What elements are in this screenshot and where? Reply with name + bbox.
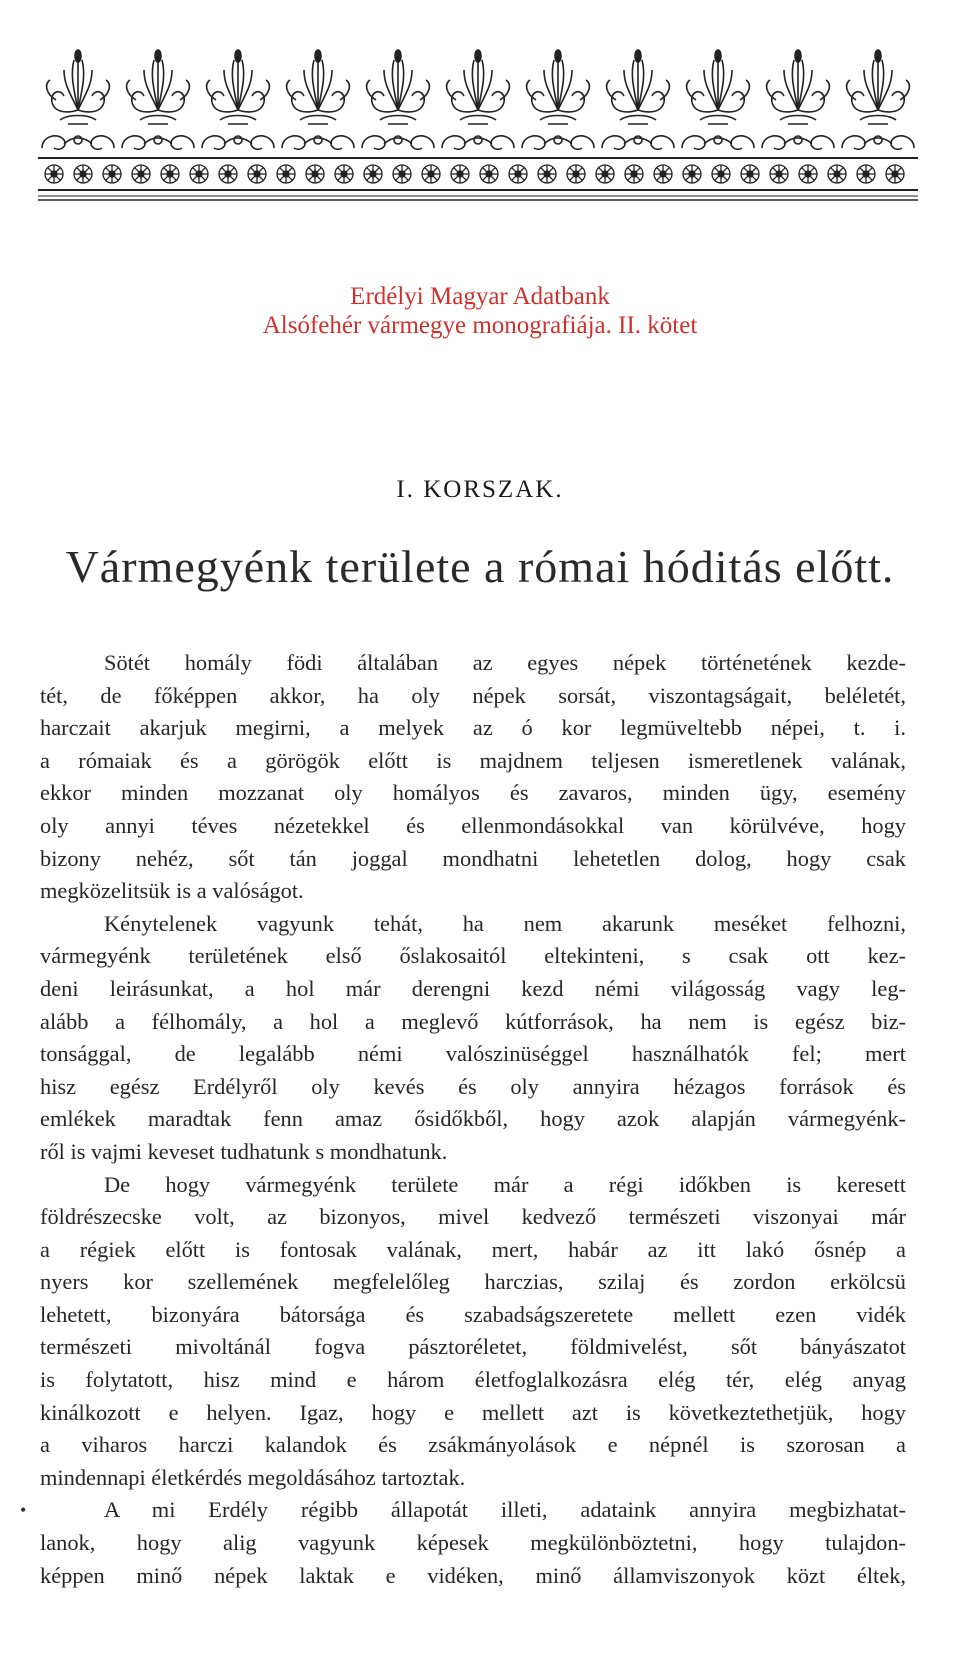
text-line: természeti mivoltánál fogva pásztoréletet, földmivelést, sőt bányászatot — [40, 1334, 906, 1360]
text-line: nyers kor szellemének megfelelőleg harczias, szilaj és zordon erkölcsü — [40, 1269, 906, 1295]
text-line: oly annyi téves nézetekkel és ellenmondásokkal van körülvéve, hogy — [40, 812, 906, 838]
text-line: deni leirásunkat, a hol már derengni kezd némi világosság vagy leg- — [40, 975, 906, 1001]
text-line: tonsággal, de legalább némi valószinüséggel használhatók fel; mert — [40, 1041, 906, 1067]
era-heading: I. KORSZAK. — [396, 476, 564, 503]
text-line: harczait akarjuk megirni, a melyek az ó kor legmüveltebb népei, t. i. — [40, 715, 906, 741]
text-line: ekkor minden mozzanat oly homályos és zavaros, minden ügy, esemény — [40, 780, 906, 806]
text-line: kinálkozott e helyen. Igaz, hogy e mellett azt is következtethetjük, hogy — [40, 1399, 906, 1425]
body-text — [40, 647, 906, 1592]
paragraph — [40, 647, 906, 908]
page-title: Vármegyénk területe a római hóditás előtt. — [65, 541, 895, 592]
text-line: hisz egész Erdélyről oly kevés és oly annyira hézagos források és — [40, 1073, 906, 1099]
text-line: Kénytelenek vagyunk tehát, ha nem akarunk meséket felhozni, — [104, 910, 906, 936]
text-line: De hogy vármegyénk területe már a régi időkben is keresett — [104, 1171, 906, 1197]
paragraph — [40, 1494, 906, 1592]
text-line: alább a félhomály, a hol a meglevő kútforrások, ha nem is egész biz- — [40, 1008, 906, 1034]
text-line: lanok, hogy alig vagyunk képesek megkülönböztetni, hogy tulajdon- — [40, 1530, 906, 1556]
watermark-line-1: Erdélyi Magyar Adatbank — [350, 283, 610, 310]
text-line: tét, de főképpen akkor, ha oly népek sorsát, viszontagságait, beléletét, — [40, 682, 906, 708]
paragraph — [40, 908, 906, 1169]
text-line: a rómaiak és a görögök előtt is majdnem teljesen ismeretlenek valának, — [40, 747, 906, 773]
margin-mark: • — [20, 1500, 27, 1520]
text-line: is folytatott, hisz mind e három életfoglalkozásra elég tér, elég anyag — [40, 1367, 906, 1393]
text-line: emlékek maradtak fenn amaz ősidőkből, hogy azok alapján vármegyénk- — [40, 1106, 906, 1132]
text-line: vármegyénk területének első őslakosaitól eltekinteni, s csak ott kez- — [40, 943, 906, 969]
text-line: ről is vajmi keveset tudhatunk s mondhatunk. — [40, 1138, 448, 1164]
text-line: lehetett, bizonyára bátorsága és szabadságszeretete mellett ezen vidék — [40, 1301, 906, 1327]
decorative-header-border — [38, 40, 918, 220]
text-line: megközelitsük is a valóságot. — [40, 878, 304, 904]
text-line: A mi Erdély régibb állapotát illeti, adataink annyira megbizhatat- — [104, 1497, 906, 1523]
text-line: a régiek előtt is fontosak valának, mert, habár az itt lakó ősnép a — [40, 1236, 906, 1262]
text-line: képpen minő népek laktak e vidéken, minő államviszonyok közt éltek, — [40, 1562, 906, 1588]
text-line: Sötét homály födi általában az egyes népek történetének kezde- — [104, 650, 906, 675]
paragraph — [40, 1169, 906, 1495]
text-line: mindennapi életkérdés megoldásához tartoztak. — [40, 1464, 466, 1490]
text-line: a viharos harczi kalandok és zsákmányolások e népnél is szorosan a — [40, 1432, 906, 1458]
watermark-line-2: Alsófehér vármegye monografiája. II. kötet — [262, 312, 698, 339]
text-line: földrészecske volt, az bizonyos, mivel kedvező természeti viszonyai már — [40, 1204, 906, 1230]
text-line: bizony nehéz, sőt tán joggal mondhatni lehetetlen dolog, hogy csak — [40, 845, 906, 871]
